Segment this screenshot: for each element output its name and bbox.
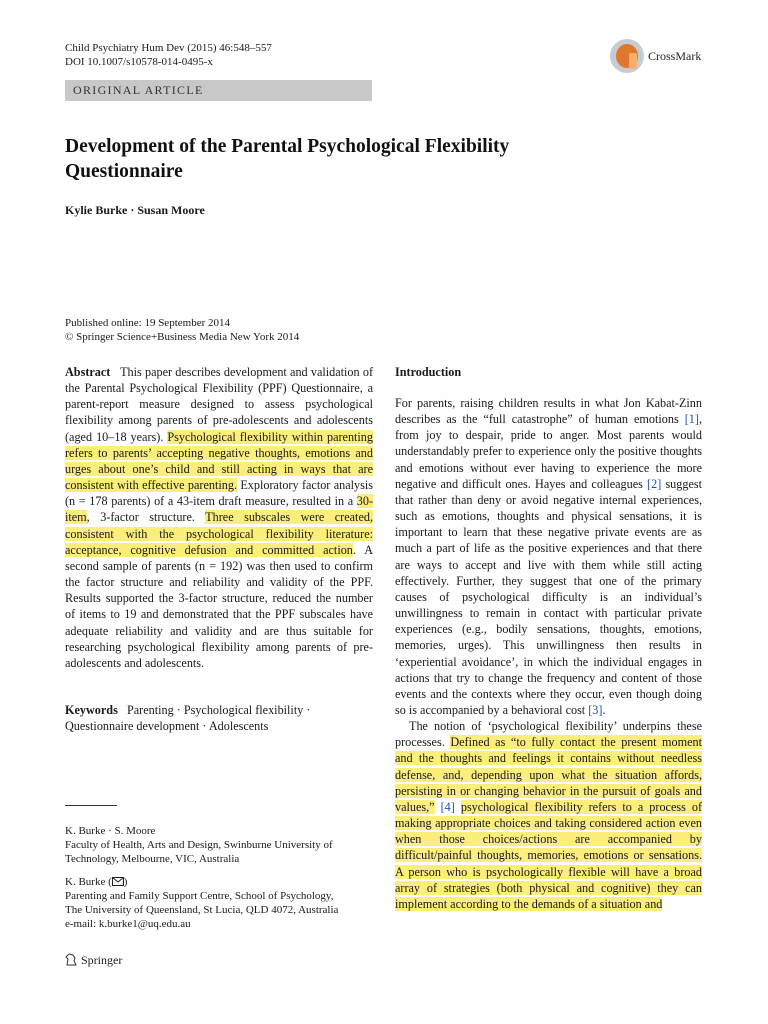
- doi-line: DOI 10.1007/s10578-014-0495-x: [65, 56, 213, 68]
- affiliation-line: Technology, Melbourne, VIC, Australia: [65, 853, 240, 865]
- body-text: suggest that rather than deny or avoid negative internal experiences, such as emotions, thoughts and physical sensations, it is important to learn that these negative private events are as much a part of life as the positive experiences and that there are ways to accept and live with them while still acting effectively. Further, they suggest that one of the primary causes of psychological difficulty is an individual’s unwillingness to remain in contact with particular private experiences (e.g., bodily sensations, thoughts, emotions, memories, urges). This unwillingness then results in ‘experiential avoidance’, in which the individual engages in actions that try to change the frequency and content of those events and the contexts where they occur, even though doing so is accompanied by a behavioral cost: [395, 476, 703, 717]
- paper-title: Development of the Parental Psychological Flexibility Questionnaire: [65, 136, 510, 182]
- introduction-section: [395, 364, 702, 912]
- section-heading: Introduction: [395, 365, 462, 379]
- springer-horse-icon: [65, 953, 77, 966]
- publication-info: [65, 316, 299, 344]
- citation-link[interactable]: [1]: [684, 412, 699, 427]
- affiliation-line: Parenting and Family Support Centre, School of Psychology,: [65, 890, 334, 902]
- body-text: The notion of ‘psychological flexibility’ underpins these processes.: [395, 719, 702, 750]
- abstract-text: Exploratory factor analysis (n = 178 parents) of a 43-item draft measure, resulted in a: [65, 478, 373, 509]
- intro-paragraph-2: [395, 718, 702, 912]
- affiliation-names: K. Burke · S. Moore: [65, 825, 156, 837]
- abstract-text: . A second sample of parents (n = 192) was then used to confirm the factor structure and reliability and validity of the PPF. Results supported the 3-factor structure, reduced the number of items to 19 and demonstrated that the PPF subscales have adequate reliability and validity and are thus suitable for researching psychological flexibility among parents of pre-adolescents and adolescents.: [65, 542, 373, 670]
- body-text: , from joy to despair, pride to anger. Most parents would understandably prefer to experience only the positive thoughts and emotions without ever having to experience the more negative and difficult ones. Hayes and colleagues: [395, 412, 702, 491]
- body-text: .: [602, 702, 606, 717]
- article-type-label: ORIGINAL ARTICLE: [73, 83, 204, 97]
- crossmark-badge[interactable]: [610, 39, 720, 77]
- affiliation-line: Faculty of Health, Arts and Design, Swinburne University of: [65, 839, 333, 851]
- author-name: K. Burke (: [65, 876, 112, 888]
- affiliation: [65, 824, 385, 866]
- publisher-footer: [65, 953, 122, 968]
- copyright-line: © Springer Science+Business Media New York 2014: [65, 331, 300, 343]
- keywords-text: Parenting · Psychological flexibility · Questionnaire development · Adolescents: [65, 703, 311, 734]
- citation-link[interactable]: [2]: [647, 476, 662, 491]
- journal-line: Child Psychiatry Hum Dev (2015) 46:548–557: [65, 42, 272, 54]
- highlight: Psychological flexibility within parenting refers to parents’ accepting negative thoughts, emotions and urges about one’s child and still acting in ways that are consistent with effective parenting.: [65, 429, 373, 493]
- highlight: Three subscales were created, consistent with the psychological flexibility literature: acceptance, cognitive defusion and committed action: [65, 510, 373, 557]
- corresponding-author: [65, 875, 385, 889]
- publisher-name: Springer: [81, 953, 123, 967]
- journal-citation: [65, 41, 272, 69]
- abstract-label: Abstract: [65, 365, 111, 379]
- footnote-divider: [65, 805, 117, 806]
- highlight: psychological flexibility refers to a process of making appropriate choices and taking considered action even when those choices/actions are accompanied by difficult/painful thoughts, memories, emotions or sensations. A person who is psychologically flexible will have a broad array of strategies (both physical and cognitive) they can implement according to the demands of a situation and: [395, 799, 703, 911]
- email-line[interactable]: e-mail: k.burke1@uq.edu.au: [65, 918, 191, 930]
- corresponding-affiliation: [65, 875, 385, 931]
- keywords-label: Keywords: [65, 703, 118, 717]
- body-text: For parents, raising children results in what Jon Kabat-Zinn describes as the “full catastrophe” of human emotions: [395, 396, 702, 427]
- affiliation-line: The University of Queensland, St Lucia, QLD 4072, Australia: [65, 904, 339, 916]
- published-date: Published online: 19 September 2014: [65, 317, 230, 329]
- keywords: [65, 702, 373, 734]
- article-type-banner: [65, 80, 372, 101]
- crossmark-label: CrossMark: [648, 49, 702, 63]
- highlight: Defined as “to fully contact the present moment and the thoughts and feelings it contains without needless defense, and, depending upon what the situation affords, persisting in or changing behavior in the pursuit of goals and values,”: [395, 735, 702, 814]
- author-list: Kylie Burke · Susan Moore: [65, 203, 205, 217]
- abstract-paragraph: [65, 364, 373, 671]
- paren: ): [123, 876, 128, 888]
- intro-paragraph-1: [395, 395, 702, 718]
- envelope-icon: [112, 877, 124, 886]
- abstract-text: , 3-factor structure.: [86, 510, 206, 525]
- highlight: 30-item: [65, 494, 373, 525]
- citation-link[interactable]: [4]: [440, 799, 455, 814]
- citation-link[interactable]: [3]: [588, 702, 603, 717]
- crossmark-icon: [610, 39, 644, 73]
- abstract-text: This paper describes development and validation of the Parental Psychological Flexibility (PPF) Questionnaire, a parent-report measure designed to assess psychological flexibility among parents of pre-adolescents and adolescents (aged 10–18 years).: [65, 365, 374, 444]
- abstract: [65, 364, 373, 671]
